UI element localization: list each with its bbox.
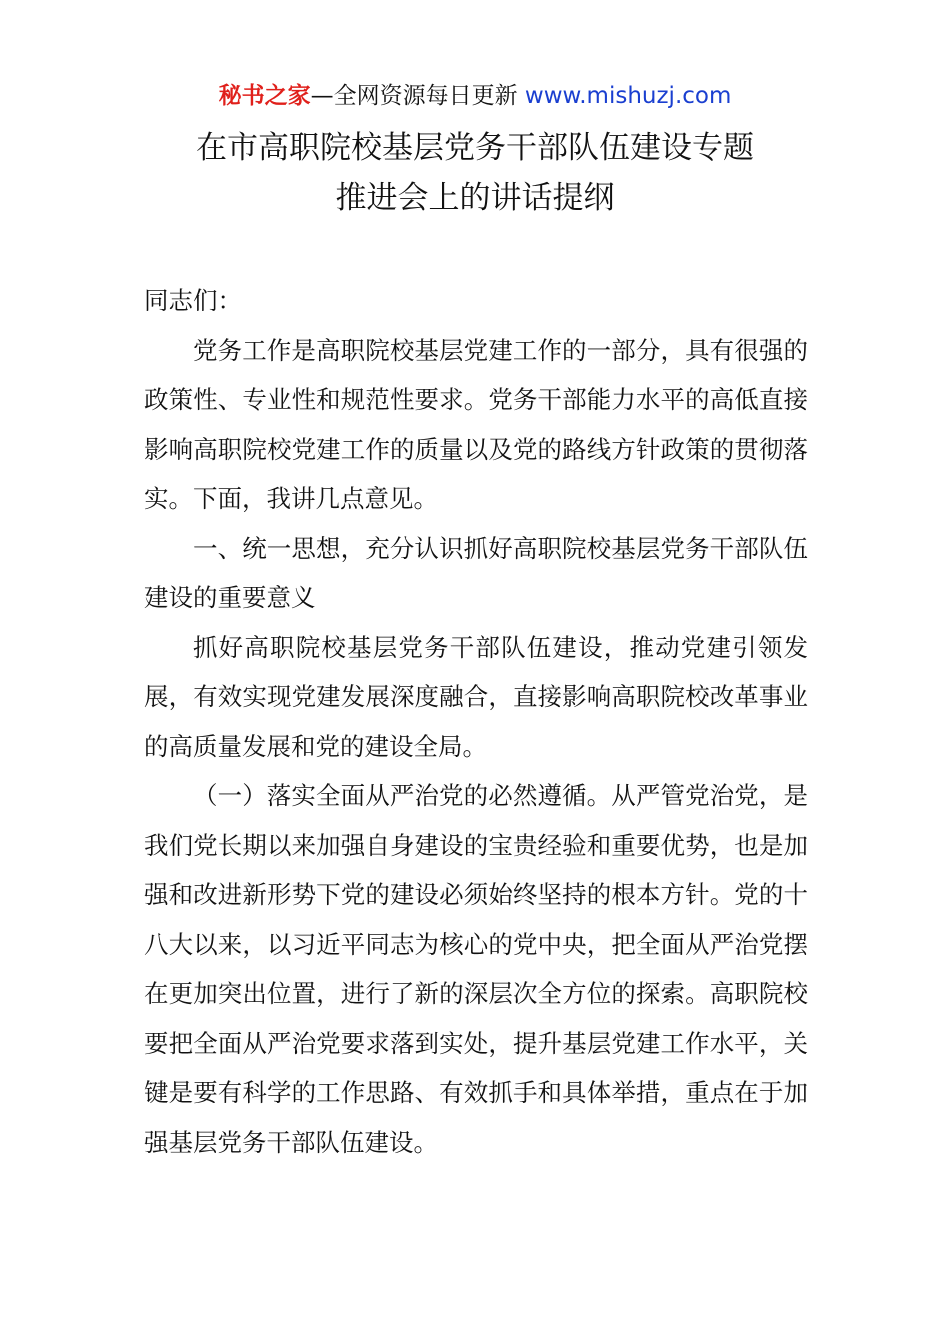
site-brand: 秘书之家 bbox=[218, 83, 311, 109]
paragraph-section-1-intro: 抓好高职院校基层党务干部队伍建设，推动党建引领发展，有效实现党建发展深度融合，直接影响高职院校改革事业的高质量发展和党的建设全局。 bbox=[144, 632, 808, 761]
paragraph-subsection-1: （一）落实全面从严治党的必然遵循。从严管党治党，是我们党长期以来加强自身建设的宝贵经验和重要优势，也是加强和改进新形势下党的建设必须始终坚持的根本方针。党的十八大以来，以习近平同志为核心的党中央，把全面从严治党摆在更加突出位置，进行了新的深层次全方位的探索。高职院校要把全面从严治党要求落到实处，提升基层党建工作水平，关键是要有科学的工作思路、有效抓手和具体举措，重点在于加强基层党务干部队伍建设。 bbox=[144, 781, 808, 1157]
document-title-line-1: 在市高职院校基层党务干部队伍建设专题 bbox=[196, 130, 754, 166]
site-url-link[interactable]: www.mishuzj.com bbox=[524, 83, 732, 109]
site-header bbox=[0, 80, 950, 112]
salutation: 同志们： bbox=[144, 286, 242, 315]
document-title-line-2: 推进会上的讲话提纲 bbox=[335, 180, 615, 216]
paragraph-intro: 党务工作是高职院校基层党建工作的一部分，具有很强的政策性、专业性和规范性要求。党务干部能力水平的高低直接影响高职院校党建工作的质量以及党的路线方针政策的贯彻落实。下面，我讲几点意见。 bbox=[144, 335, 808, 513]
section-heading-1: 一、统一思想，充分认识抓好高职院校基层党务干部队伍建设的重要意义 bbox=[144, 533, 808, 612]
document-body bbox=[144, 276, 808, 1167]
site-slogan: —全网资源每日更新 bbox=[310, 83, 518, 109]
